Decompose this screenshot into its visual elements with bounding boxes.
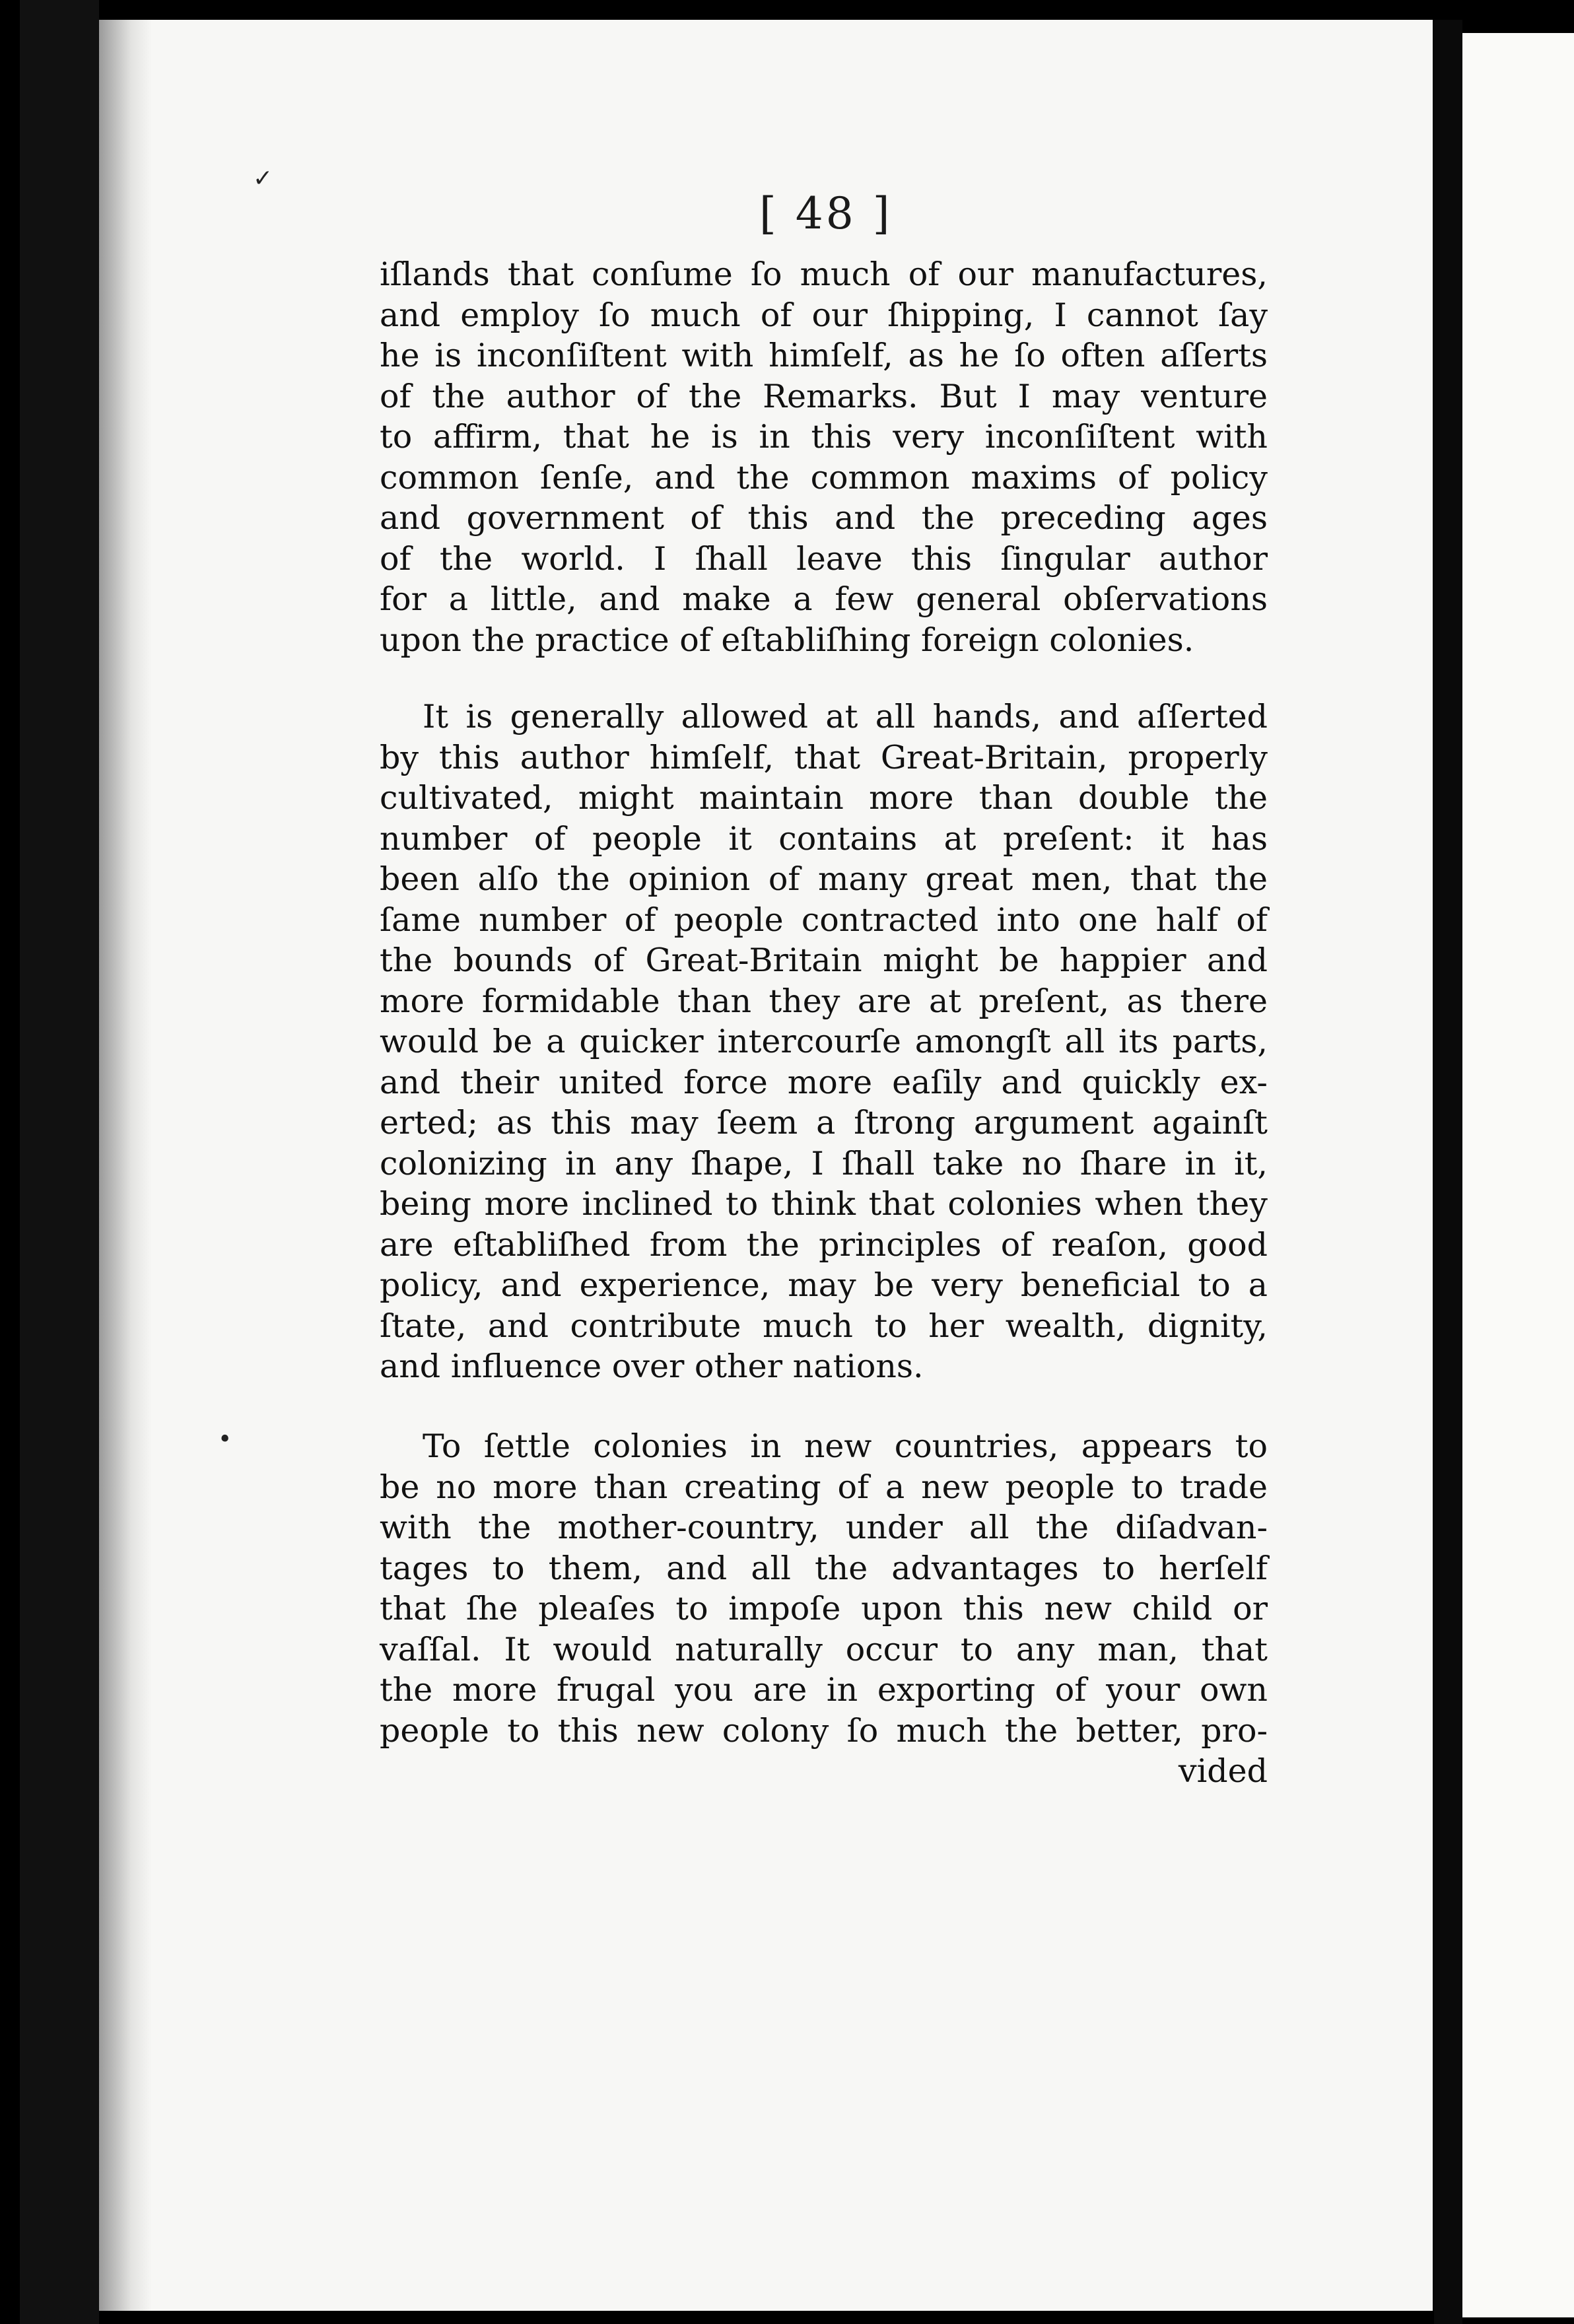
- paragraph-1: [380, 254, 1268, 660]
- text-line: more formidable than they are at preſent, as there: [380, 982, 1268, 1020]
- text-line: upon the practice of eſtabliſhing foreign colonies.: [380, 621, 1194, 659]
- text-line: be no more than creating of a new people to trade: [380, 1468, 1268, 1506]
- text-line: the more frugal you are in exporting of your own: [380, 1671, 1268, 1709]
- binding-shadow: [20, 0, 99, 2324]
- text-line: he is inconſiſtent with himſelf, as he ſo often aſſerts: [380, 337, 1268, 374]
- text-line: with the mother-country, under all the diſadvan-: [380, 1509, 1268, 1546]
- text-line: people to this new colony ſo much the better, pro-: [380, 1711, 1268, 1750]
- page-gutter: [1434, 20, 1462, 2324]
- facing-page-edge: [1462, 33, 1574, 2317]
- ink-mark: •: [218, 1426, 232, 1453]
- text-line: It is generally allowed at all hands, and aſſerted: [423, 698, 1268, 735]
- text-line: and their united force more eaſily and quickly ex-: [380, 1063, 1268, 1101]
- text-line: by this author himſelf, that Great-Britain, properly: [380, 738, 1268, 776]
- page-number: [ 48 ]: [759, 188, 893, 239]
- text-line: vaſſal. It would naturally occur to any man, that: [380, 1630, 1268, 1668]
- text-line: been alſo the opinion of many great men, that the: [380, 860, 1268, 898]
- text-line: that ſhe pleaſes to impoſe upon this new child or: [380, 1590, 1268, 1627]
- ink-mark: ✓: [253, 165, 273, 192]
- text-line: to affirm, that he is in this very inconſiſtent with: [380, 418, 1268, 456]
- text-line: the bounds of Great-Britain might be happier and: [380, 941, 1268, 979]
- text-line: number of people it contains at preſent: it has: [380, 819, 1268, 858]
- paragraph-3: [380, 1426, 1268, 1792]
- text-line: of the author of the Remarks. But I may venture: [380, 377, 1268, 415]
- text-line: To ſettle colonies in new countries, appears to: [423, 1427, 1268, 1465]
- text-line: colonizing in any ſhape, I ſhall take no ſhare in it,: [380, 1144, 1268, 1182]
- text-line: ſtate, and contribute much to her wealth, dignity,: [380, 1307, 1268, 1345]
- text-line: of the world. I ſhall leave this ſingular author: [380, 539, 1268, 578]
- text-line: and influence over other nations.: [380, 1348, 924, 1385]
- catchword: vided: [1178, 1752, 1268, 1790]
- text-line: common ſenſe, and the common maxims of policy: [380, 458, 1268, 496]
- text-line: and government of this and the preceding ages: [380, 499, 1268, 537]
- text-line: being more inclined to think that colonies when they: [380, 1185, 1268, 1223]
- text-line: for a little, and make a few general obſervations: [380, 580, 1268, 618]
- text-line: iſlands that conſume ſo much of our manufactures,: [380, 256, 1268, 293]
- text-line: erted; as this may ſeem a ſtrong argument againſt: [380, 1104, 1268, 1142]
- text-line: ſame number of people contracted into one half of: [380, 901, 1268, 939]
- text-line: are eſtabliſhed from the principles of reaſon, good: [380, 1225, 1268, 1264]
- text-line: cultivated, might maintain more than double the: [380, 779, 1268, 817]
- text-line: would be a quicker intercourſe amongſt all its parts,: [380, 1023, 1268, 1060]
- paragraph-2: [380, 697, 1268, 1387]
- text-line: tages to them, and all the advantages to herſelf: [380, 1549, 1268, 1587]
- text-line: policy, and experience, may be very beneficial to a: [380, 1266, 1268, 1304]
- text-line: and employ ſo much of our ſhipping, I cannot ſay: [380, 296, 1268, 334]
